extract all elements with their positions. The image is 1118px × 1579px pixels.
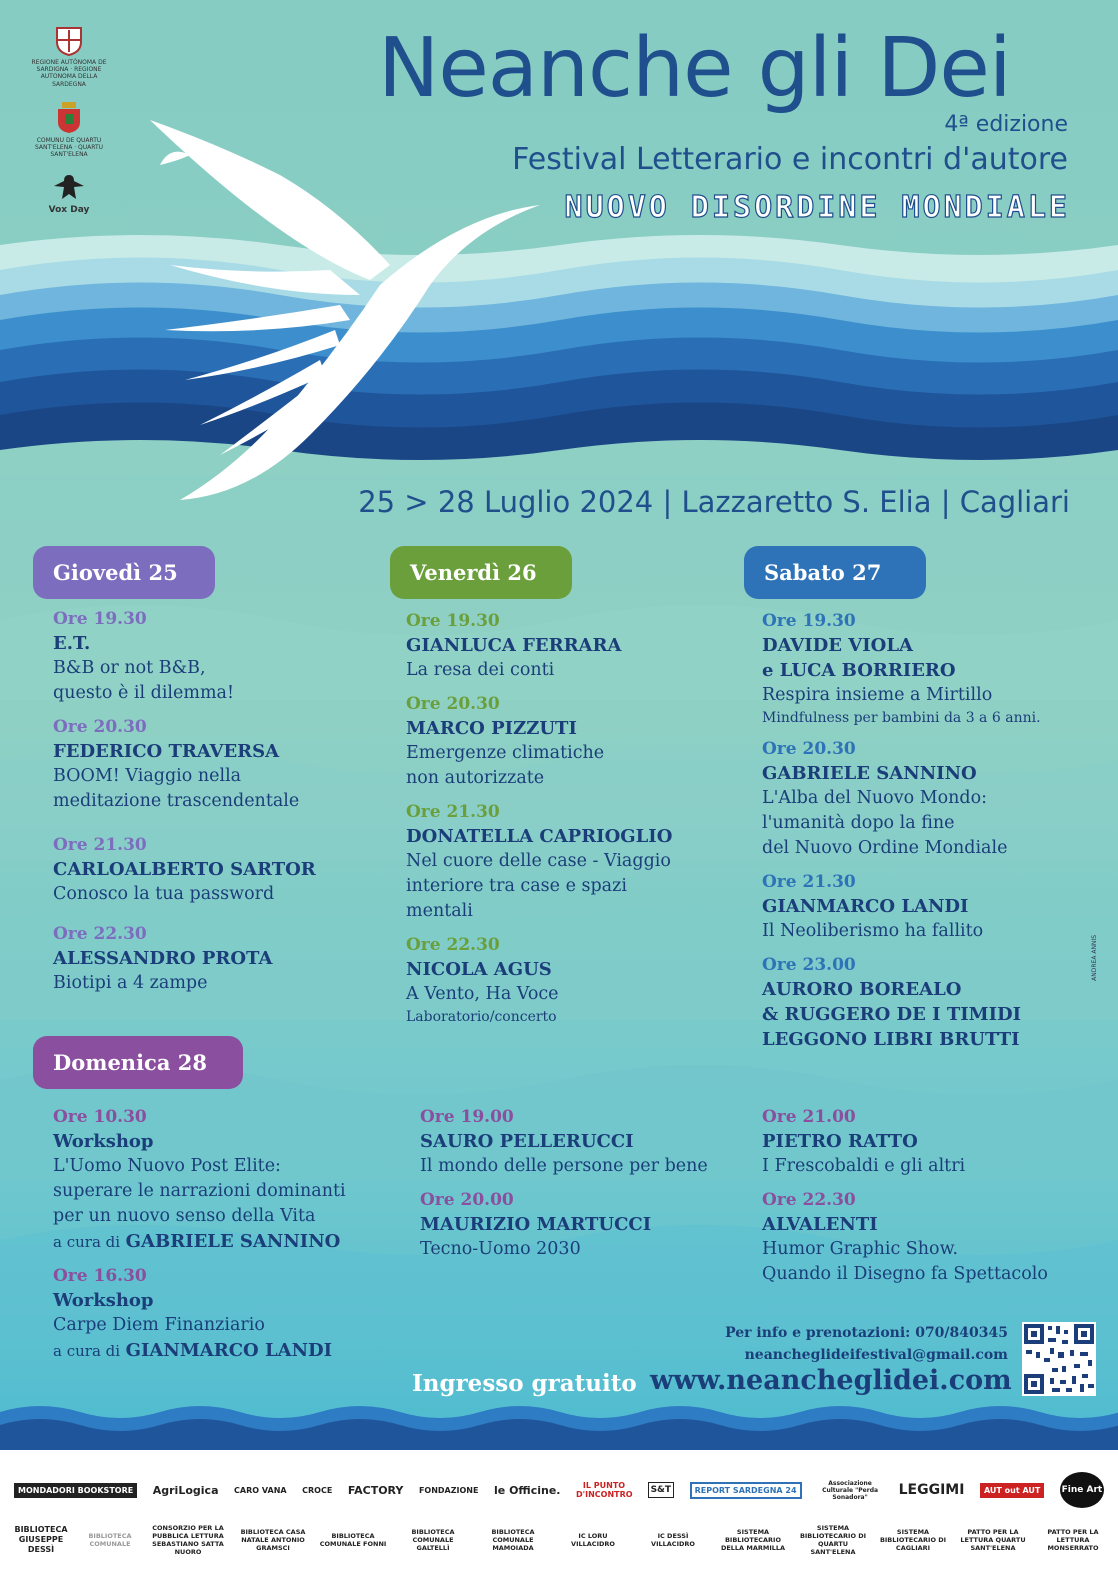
event-description: L'Uomo Nuovo Post Elite: — [53, 1156, 281, 1176]
library-logo: BIBLIOTECA GIUSEPPE DESSÌ — [14, 1525, 68, 1554]
event-item — [762, 609, 1112, 728]
event-speaker: DAVIDE VIOLA — [762, 635, 913, 656]
sponsor-logo: IL PUNTO D'INCONTRO — [576, 1481, 633, 1499]
library-logo: SISTEMA BIBLIOTECARIO DELLA MARMILLA — [720, 1527, 786, 1553]
curator-name: GABRIELE SANNINO — [125, 1231, 341, 1252]
event-description: Biotipi a 4 zampe — [53, 973, 208, 993]
event-speaker: ALVALENTI — [762, 1214, 878, 1235]
schedule-domenica-col1 — [53, 1105, 403, 1373]
event-speaker: FEDERICO TRAVERSA — [53, 741, 280, 762]
library-logo: SISTEMA BIBLIOTECARIO DI QUARTU SANT'ELENA — [799, 1523, 867, 1557]
curator-prefix: a cura di — [53, 1342, 121, 1360]
event-item — [53, 922, 403, 996]
event-description: La resa dei conti — [406, 660, 555, 680]
event-note: Mindfulness per bambini da 3 a 6 anni. — [762, 710, 1041, 726]
event-time: Ore 21.30 — [762, 872, 856, 892]
sponsor-logo: MONDADORI BOOKSTORE — [14, 1483, 137, 1498]
sponsor-logo: FONDAZIONE — [418, 1485, 479, 1495]
event-speaker: E.T. — [53, 633, 91, 654]
event-time: Ore 22.30 — [53, 924, 147, 944]
institution-logos — [28, 26, 110, 230]
event-time: Ore 20.30 — [406, 694, 500, 714]
festival-subtitle: Festival Letterario e incontri d'autore — [512, 142, 1068, 177]
event-description: Conosco la tua password — [53, 884, 275, 904]
library-logo: BIBLIOTECA CASA NATALE ANTONIO GRAMSCI — [240, 1527, 306, 1553]
sponsor-logos-row — [14, 1470, 1104, 1510]
event-speaker: GABRIELE SANNINO — [762, 763, 977, 784]
festival-theme: NUOVO DISORDINE MONDIALE — [564, 190, 1070, 225]
sponsors-strip — [0, 1450, 1118, 1579]
event-time: Ore 16.30 — [53, 1266, 147, 1286]
event-item — [53, 1264, 403, 1364]
event-speaker: PIETRO RATTO — [762, 1131, 918, 1152]
curator-name: GIANMARCO LANDI — [125, 1340, 333, 1361]
schedule-sabato — [762, 609, 1112, 1061]
event-time: Ore 19.30 — [53, 609, 147, 629]
event-description: l'umanità dopo la fine — [762, 813, 955, 833]
event-time: Ore 21.30 — [406, 802, 500, 822]
event-description: Il Neoliberismo ha fallito — [762, 921, 984, 941]
event-item — [406, 692, 756, 791]
event-description: meditazione trascendentale — [53, 791, 300, 811]
event-item — [406, 800, 756, 924]
event-item — [53, 715, 403, 814]
event-speaker: MARCO PIZZUTI — [406, 718, 577, 739]
sponsor-logo: le Officine. — [494, 1483, 561, 1497]
event-item — [762, 1105, 1112, 1179]
event-time: Ore 20.30 — [762, 739, 856, 759]
event-item — [420, 1105, 770, 1179]
sponsor-logo: REPORT SARDEGNA 24 — [690, 1482, 802, 1499]
event-speaker: NICOLA AGUS — [406, 959, 552, 980]
event-time: Ore 19.30 — [406, 611, 500, 631]
event-time: Ore 22.30 — [762, 1190, 856, 1210]
library-logo: IC DESSÌ VILLACIDRO — [651, 1531, 695, 1548]
event-description: questo è il dilemma! — [53, 683, 235, 703]
event-speaker: ALESSANDRO PROTA — [53, 948, 273, 969]
event-item — [53, 607, 403, 706]
library-logo: BIBLIOTECA COMUNALE — [88, 1531, 132, 1548]
event-speaker: DONATELLA CAPRIOGLIO — [406, 826, 673, 847]
event-speaker: MAURIZIO MARTUCCI — [420, 1214, 652, 1235]
logo-quartu: COMUNU DE QUARTU SANT'ELENA · QUARTU SANT'ELENA — [28, 102, 110, 159]
logo-voxday: Vox Day — [28, 172, 110, 216]
event-description: Carpe Diem Finanziario — [53, 1315, 265, 1335]
sponsor-logo: Fine Art — [1060, 1472, 1104, 1508]
library-logo: SISTEMA BIBLIOTECARIO DI CAGLIARI — [879, 1527, 947, 1553]
day-label-domenica: Domenica 28 — [33, 1036, 243, 1089]
schedule-venerdi — [406, 609, 756, 1036]
info-email[interactable]: neancheglideifestival@gmail.com — [744, 1347, 1008, 1363]
library-logo: PATTO PER LA LETTURA MONSERRATO — [1047, 1527, 1099, 1553]
event-speaker: AURORO BOREALO — [762, 979, 962, 1000]
sponsor-logo: CROCE — [302, 1485, 333, 1495]
event-time: Ore 21.30 — [53, 835, 147, 855]
artist-credit: ANDREA ANNIS — [1091, 935, 1098, 981]
event-description: Il mondo delle persone per bene — [420, 1156, 708, 1176]
contact-info — [725, 1322, 1008, 1366]
sponsor-logo: Associazione Culturale "Perda Sonadora" — [822, 1479, 879, 1501]
curator-prefix: a cura di — [53, 1233, 121, 1251]
event-description: I Frescobaldi e gli altri — [762, 1156, 966, 1176]
event-time: Ore 19.30 — [762, 611, 856, 631]
event-note: Laboratorio/concerto — [406, 1009, 557, 1025]
sponsor-logo: AUT out AUT — [980, 1483, 1044, 1498]
event-time: Ore 22.30 — [406, 935, 500, 955]
crow-icon — [52, 172, 86, 202]
library-logo: CONSORZIO PER LA PUBBLICA LETTURA SEBASTIANO SATTA NUORO — [152, 1523, 224, 1557]
website-link[interactable]: www.neancheglidei.com — [650, 1365, 1012, 1396]
event-description: Humor Graphic Show. — [762, 1239, 959, 1259]
event-item — [53, 833, 403, 907]
event-speaker: CARLOALBERTO SARTOR — [53, 859, 316, 880]
event-item — [762, 870, 1112, 944]
library-logo: BIBLIOTECA COMUNALE MAMOIADA — [491, 1527, 535, 1553]
event-description: Quando il Disegno fa Spettacolo — [762, 1264, 1048, 1284]
day-label-giovedi: Giovedì 25 — [33, 546, 215, 599]
library-logo: BIBLIOTECA COMUNALE GALTELLÌ — [411, 1527, 455, 1553]
day-label-venerdi: Venerdì 26 — [390, 546, 572, 599]
event-speaker: SAURO PELLERUCCI — [420, 1131, 634, 1152]
event-item — [406, 933, 756, 1027]
event-item — [762, 737, 1112, 861]
day-label-sabato: Sabato 27 — [744, 546, 926, 599]
event-description: Nel cuore delle case - Viaggio — [406, 851, 671, 871]
event-description: Tecno-Uomo 2030 — [420, 1239, 581, 1259]
event-description: non autorizzate — [406, 768, 545, 788]
event-description: B&B or not B&B, — [53, 658, 206, 678]
event-description: superare le narrazioni dominanti — [53, 1181, 346, 1201]
schedule-giovedi — [53, 607, 403, 1005]
edition-label: 4ª edizione — [944, 112, 1068, 137]
sponsor-logo: S&T — [648, 1482, 674, 1498]
library-logos-row — [10, 1518, 1108, 1562]
event-speaker: LEGGONO LIBRI BRUTTI — [762, 1029, 1020, 1050]
festival-dates-location: 25 > 28 Luglio 2024 | Lazzaretto S. Elia | Cagliari — [358, 485, 1070, 519]
event-speaker: GIANLUCA FERRARA — [406, 635, 622, 656]
bird-illustration — [130, 105, 550, 525]
event-time: Ore 10.30 — [53, 1107, 147, 1127]
event-description: mentali — [406, 901, 473, 921]
library-logo: PATTO PER LA LETTURA QUARTU SANT'ELENA — [960, 1527, 1026, 1553]
free-entry: Ingresso gratuito — [412, 1370, 637, 1397]
event-description: L'Alba del Nuovo Mondo: — [762, 788, 988, 808]
sponsor-logo: LEGGIMI — [898, 1482, 965, 1498]
event-speaker: & RUGGERO DE I TIMIDI — [762, 1004, 1022, 1025]
municipal-crest-icon — [56, 102, 82, 134]
event-speaker: Workshop — [53, 1290, 154, 1311]
event-description: BOOM! Viaggio nella — [53, 766, 242, 786]
sponsor-logo: FACTORY — [347, 1483, 404, 1497]
event-item — [762, 953, 1112, 1052]
library-logo: BIBLIOTECA COMUNALE FONNI — [319, 1531, 387, 1548]
coat-of-arms-icon — [55, 26, 83, 56]
event-description: del Nuovo Ordine Mondiale — [762, 838, 1008, 858]
schedule-domenica-col2 — [420, 1105, 770, 1271]
event-time: Ore 19.00 — [420, 1107, 514, 1127]
event-description: A Vento, Ha Voce — [406, 984, 559, 1004]
event-item — [420, 1188, 770, 1262]
event-curator — [53, 1338, 403, 1364]
event-description: per un nuovo senso della Vita — [53, 1206, 316, 1226]
info-phone: Per info e prenotazioni: 070/840345 — [725, 1325, 1008, 1341]
event-time: Ore 21.00 — [762, 1107, 856, 1127]
event-time: Ore 20.30 — [53, 717, 147, 737]
library-logo: IC LORU VILLACIDRO — [571, 1531, 615, 1548]
event-speaker: GIANMARCO LANDI — [762, 896, 969, 917]
event-description: Respira insieme a Mirtillo — [762, 685, 993, 705]
logo-regione: REGIONE AUTÒNOMA DE SARDIGNA · REGIONE AUTONOMA DELLA SARDEGNA — [28, 26, 110, 88]
sponsor-logo: CARO VANA — [234, 1485, 287, 1495]
qr-code-icon[interactable] — [1022, 1322, 1096, 1396]
event-description: Emergenze climatiche — [406, 743, 605, 763]
event-item — [406, 609, 756, 683]
event-speaker: Workshop — [53, 1131, 154, 1152]
event-item — [762, 1188, 1112, 1287]
event-description: interiore tra case e spazi — [406, 876, 627, 896]
event-item — [53, 1105, 403, 1255]
event-time: Ore 23.00 — [762, 955, 856, 975]
event-speaker: e LUCA BORRIERO — [762, 660, 956, 681]
event-curator — [53, 1229, 403, 1255]
schedule-domenica-col3 — [762, 1105, 1112, 1296]
festival-title: Neanche gli Dei — [378, 21, 1011, 116]
sponsor-logo: AgriLogica — [152, 1483, 219, 1497]
event-time: Ore 20.00 — [420, 1190, 514, 1210]
